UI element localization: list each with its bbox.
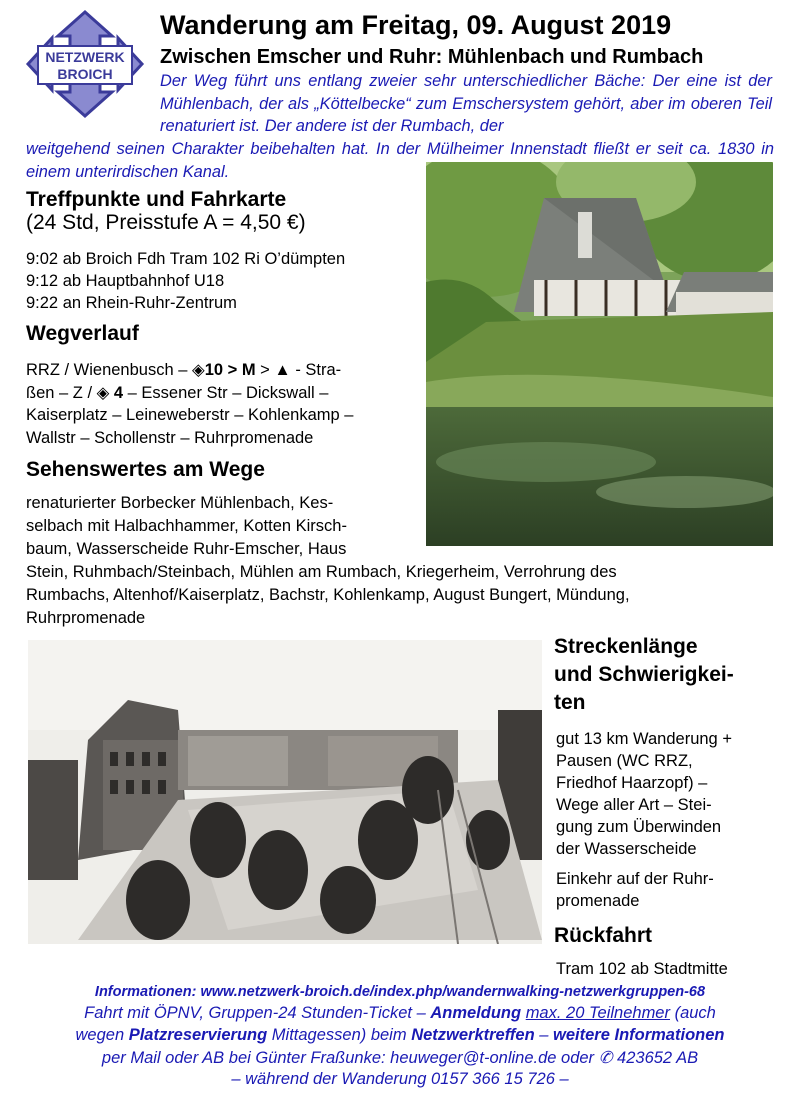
wegverlauf-line-2 bbox=[26, 383, 328, 403]
footer-max-participants: max. 20 Teilnehmer bbox=[525, 1004, 670, 1022]
logo-line1: NETZWERK bbox=[45, 49, 125, 65]
strecke-heading-line-1: Streckenlänge bbox=[554, 635, 698, 658]
wegverlauf-bold-marker: 4 bbox=[109, 384, 124, 402]
footer-text: Mittagessen) beim bbox=[267, 1026, 412, 1044]
netzwerk-broich-logo bbox=[24, 8, 146, 120]
rueckfahrt-heading: Rückfahrt bbox=[554, 924, 653, 947]
footer-line-2 bbox=[10, 1004, 790, 1023]
footer-contact: per Mail oder AB bei Günter Fraßunke: heuweger@t-online.de oder ✆ 423652 AB bbox=[101, 1049, 699, 1067]
footer-info-link[interactable]: Informationen: www.netzwerk-broich.de/index.php/wandernwalking-netzwerkgruppen-68 bbox=[94, 984, 706, 1000]
strecke-line-2: Pausen (WC RRZ, bbox=[556, 752, 693, 770]
ticket-info: (24 Std, Preisstufe A = 4,50 €) bbox=[26, 211, 306, 234]
wegverlauf-text: RRZ / Wienenbusch – bbox=[26, 361, 192, 379]
sehenswertes-line-5: Rumbachs, Altenhof/Kaiserplatz, Bachstr, Kohlenkamp, August Bungert, Mündung, bbox=[26, 586, 630, 604]
wegverlauf-line-4: Wallstr – Schollenstr – Ruhrpromenade bbox=[26, 429, 314, 447]
treffpunkt-line-1: 9:02 ab Broich Fdh Tram 102 Ri O’dümpten bbox=[26, 250, 346, 268]
einkehr-line-2: promenade bbox=[556, 892, 640, 910]
strecke-line-3: Friedhof Haarzopf) – bbox=[556, 774, 708, 792]
wegverlauf-line-1 bbox=[26, 360, 341, 380]
sehenswertes-line-4: Stein, Ruhmbach/Steinbach, Mühlen am Rumbach, Kriegerheim, Verrohrung des bbox=[26, 563, 617, 581]
footer-weitere-info: weitere Informationen bbox=[553, 1026, 725, 1044]
sehenswertes-line-3: baum, Wasserscheide Ruhr-Emscher, Haus bbox=[26, 540, 347, 558]
sehenswertes-line-2: selbach mit Halbachhammer, Kotten Kirsch- bbox=[26, 517, 347, 535]
sehenswertes-line-1: renaturierter Borbecker Mühlenbach, Kes- bbox=[26, 494, 334, 512]
page-subtitle: Zwischen Emscher und Ruhr: Mühlenbach und Rumbach bbox=[160, 46, 704, 68]
footer-line-3 bbox=[10, 1026, 790, 1045]
strecke-line-1: gut 13 km Wanderung + bbox=[556, 730, 732, 748]
footer-phone: – während der Wanderung 0157 366 15 726 – bbox=[231, 1070, 569, 1088]
rueckfahrt-text: Tram 102 ab Stadtmitte bbox=[556, 960, 728, 978]
wegverlauf-text: > ▲ - Stra- bbox=[255, 361, 342, 379]
footer-text: (auch bbox=[669, 1004, 716, 1022]
intro-text-part1: Der Weg führt uns entlang zweier sehr unterschiedlicher Bäche: Der eine ist der Mühlenbach, der als „Köttelbecke“ zum Emschersystem gehört, aber im oberen Teil renaturiert ist. Der andere ist der Rumbach, der bbox=[160, 72, 772, 135]
footer-text: wegen bbox=[75, 1026, 129, 1044]
treffpunkte-heading: Treffpunkte und Fahrkarte bbox=[26, 188, 287, 211]
photo-historic-kaiserplatz bbox=[28, 640, 542, 944]
diamond-marker-icon: ◈ bbox=[191, 361, 205, 379]
page-title: Wanderung am Freitag, 09. August 2019 bbox=[160, 10, 672, 40]
sehenswertes-line-6: Ruhrpromenade bbox=[26, 609, 146, 627]
wegverlauf-text: ßen – Z / bbox=[26, 384, 97, 402]
strecke-line-5: gung zum Überwinden bbox=[556, 818, 722, 836]
intro-text-part2: weitgehend seinen Charakter beibehalten hat. In der Mülheimer Innenstadt fließt er seit ca. 1830 in einem unterirdischen Kanal. bbox=[26, 140, 774, 181]
diamond-marker-icon: ◈ bbox=[96, 384, 110, 402]
strecke-heading-line-2: und Schwierigkei- bbox=[554, 663, 734, 686]
footer-platzreservierung: Platzreservierung bbox=[128, 1026, 268, 1044]
einkehr-line-1: Einkehr auf der Ruhr- bbox=[556, 870, 714, 888]
treffpunkt-line-3: 9:22 an Rhein-Ruhr-Zentrum bbox=[26, 294, 237, 312]
footer-anmeldung: Anmeldung bbox=[430, 1004, 522, 1022]
wegverlauf-text: – Essener Str – Dickswall – bbox=[123, 384, 329, 402]
sehenswertes-heading: Sehenswertes am Wege bbox=[26, 458, 265, 481]
wegverlauf-line-3: Kaiserplatz – Leineweberstr – Kohlenkamp – bbox=[26, 406, 354, 424]
treffpunkt-line-2: 9:12 ab Hauptbahnhof U18 bbox=[26, 272, 225, 290]
footer-netzwerktreffen: Netzwerktreffen bbox=[411, 1026, 535, 1044]
footer-text: – bbox=[534, 1026, 554, 1044]
wegverlauf-bold-marker: 10 > M bbox=[204, 361, 256, 379]
strecke-heading-line-3: ten bbox=[554, 691, 586, 714]
strecke-line-4: Wege aller Art – Stei- bbox=[556, 796, 712, 814]
wegverlauf-heading: Wegverlauf bbox=[26, 322, 139, 345]
strecke-line-6: der Wasserscheide bbox=[556, 840, 697, 858]
logo-line2: BROICH bbox=[57, 66, 113, 82]
footer-text: Fahrt mit ÖPNV, Gruppen-24 Stunden-Ticket – bbox=[84, 1004, 431, 1022]
photo-half-timbered-house bbox=[426, 162, 773, 546]
